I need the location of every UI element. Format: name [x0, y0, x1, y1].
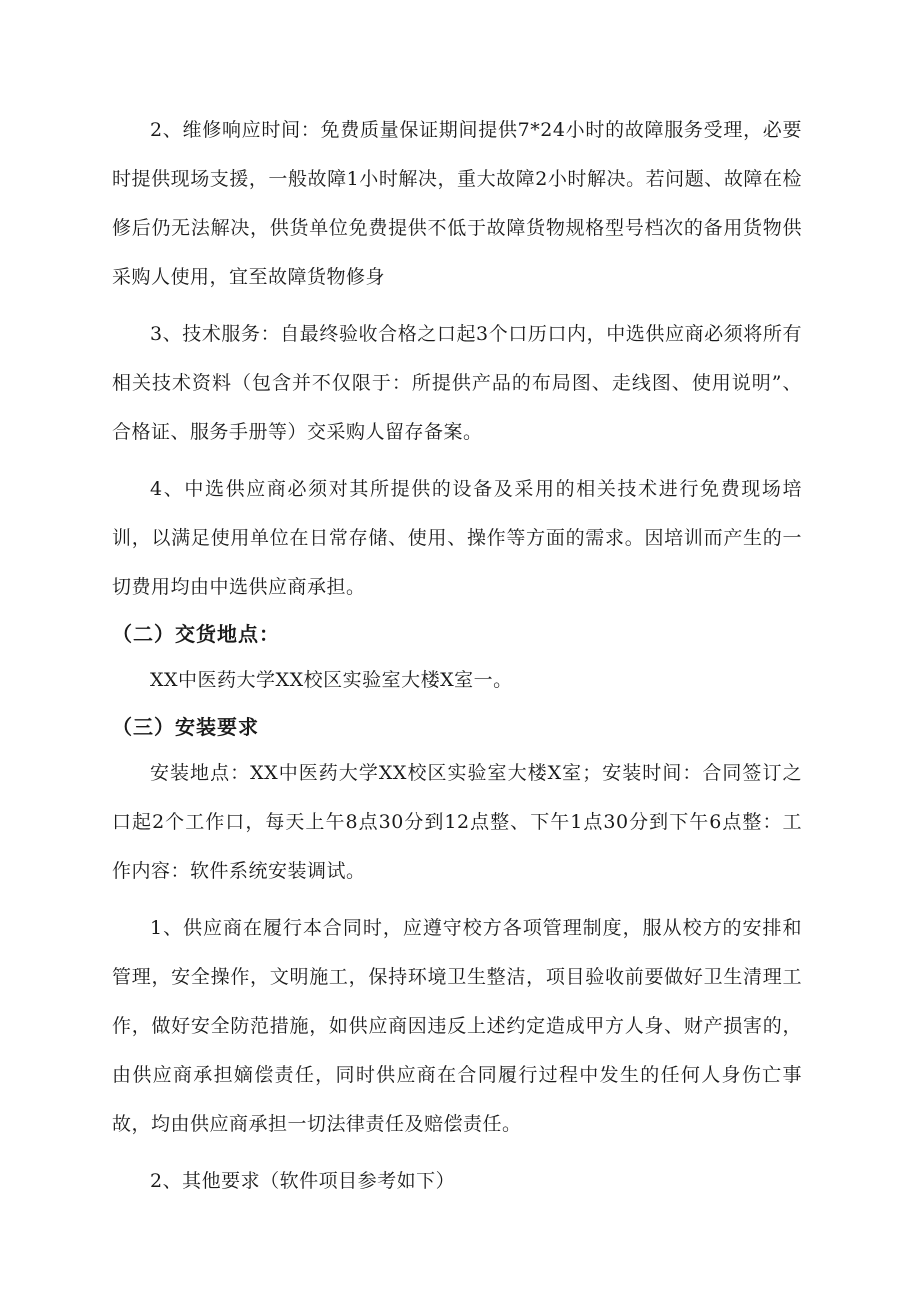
paragraph-installation-intro: 安装地点：XX中医药大学XX校区实验室大楼X室；安装时间：合同签订之口起2个工作口，每天上午8点30分到12点整、下午1点30分到下午6点整：工作内容：软件系统安装调试。 [112, 762, 802, 882]
paragraph-training: 4、中选供应商必须对其所提供的设备及采用的相关技术进行免费现场培训，以满足使用单位在日常存储、使用、操作等方面的需求。因培训而产生的一切费用均由中选供应商承担。 [112, 478, 802, 598]
paragraph-technical-service: 3、技术服务：自最终验收合格之口起3个口历口内，中选供应商必须将所有相关技术资料（包含并不仅限于：所提供产品的布局图、走线图、使用说明”、合格证、服务手册等）交采购人留存备案。 [112, 323, 802, 443]
paragraph-delivery-location: XX中医药大学XX校区实验室大楼X室一。 [150, 669, 513, 691]
heading-installation-requirements: （三）安装要求 [112, 715, 259, 739]
document-page [112, 106, 802, 1214]
paragraph-repair-response: 2、维修响应时间：免费质量保证期间提供7*24小时的故障服务受理，必要时提供现场支援，一般故障1小时解决，重大故障2小时解决。若问题、故障在检修后仍无法解决，供货单位免费提供不低于故障货物规格型号档次的备用货物供采购人使用，宜至故障货物修身 [112, 119, 802, 288]
paragraph-installation-rules: 1、供应商在履行本合同时，应遵守校方各项管理制度，服从校方的安排和管理，安全操作，文明施工，保持环境卫生整洁，项目验收前要做好卫生清理工作，做好安全防范措施，如供应商因违反上述约定造成甲方人身、财产损害的，由供应商承担嫡偿责任，同时供应商在合同履行过程中发生的任何人身伤亡事故，均由供应商承担一切法律责任及赔偿责任。 [112, 917, 802, 1135]
paragraph-other-requirements: 2、其他要求（软件项目参考如下） [150, 1170, 456, 1192]
heading-delivery-location: （二）交货地点： [112, 622, 280, 646]
